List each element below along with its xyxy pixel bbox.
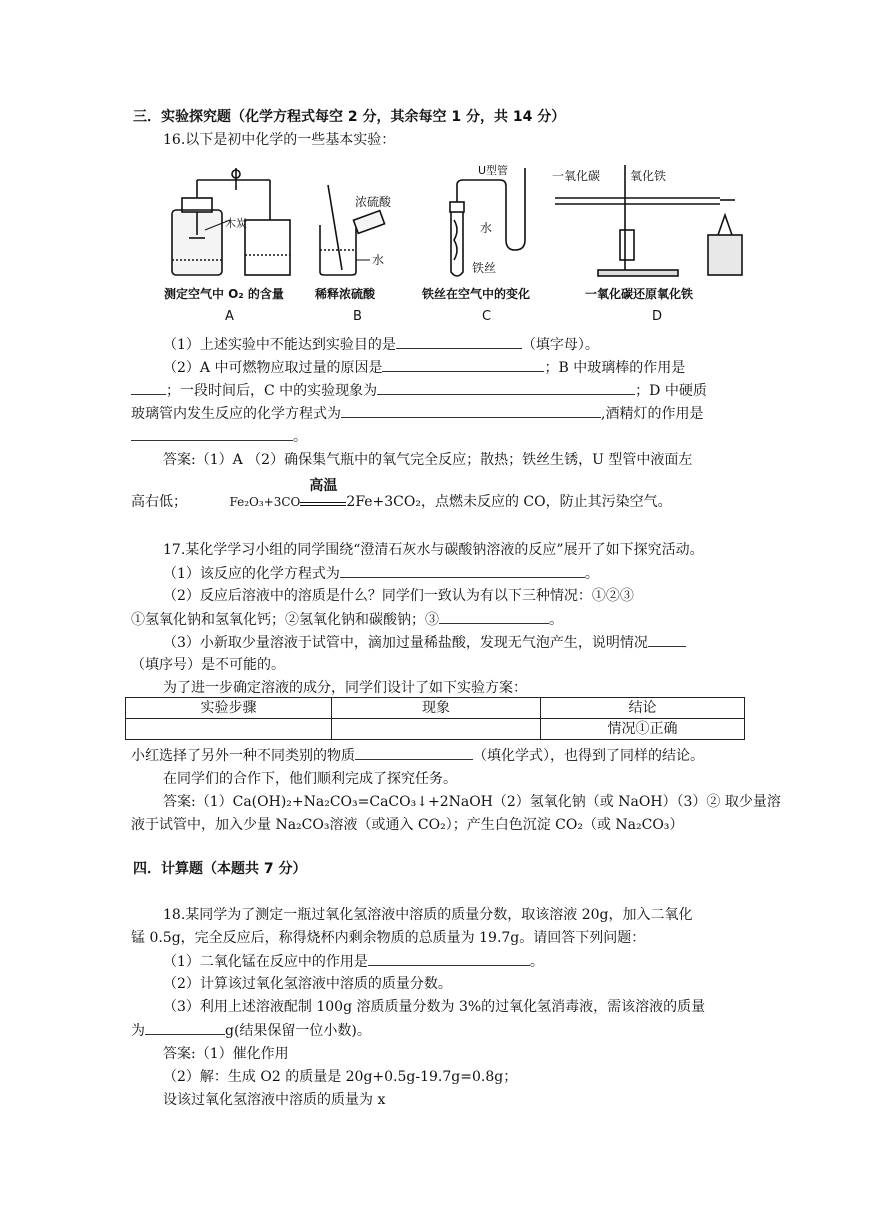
q18-part3-prefix: 为	[131, 1023, 145, 1039]
q18-answer-line-2: （2）解：生成 O2 的质量是 20g+0.5g-19.7g=0.8g；	[163, 1069, 518, 1085]
apparatus-a-caption: 测定空气中 O₂ 的含量	[164, 287, 284, 301]
q16-answer-blank-4[interactable]	[377, 380, 635, 395]
q16-equation-lhs: Fe₂O₃+3CO	[229, 495, 301, 509]
q16-part1-text: （1）上述实验中不能达到实验目的是	[163, 337, 396, 353]
q16-part1-suffix: （填字母）。	[521, 337, 599, 353]
q18-answer-line-1: 答案:（1）催化作用	[163, 1046, 289, 1062]
table-cell-phenomenon[interactable]	[332, 719, 541, 740]
apparatus-b-label-water: 水	[372, 253, 385, 267]
section-heading-experiment: 三．实验探究题（化学方程式每空 2 分，其余每空 1 分，共 14 分）	[133, 109, 566, 125]
apparatus-c-drawing	[421, 163, 530, 324]
q16-part2-text: （2）A 中可燃物应取过量的原因是	[163, 360, 383, 376]
q17-part2: （2）反应后溶液中的溶质是什么？同学们一致认为有以下三种情况：①②③	[163, 588, 634, 604]
question-17-intro: 17.某化学学习小组的同学围绕“澄清石灰水与碳酸钠溶液的反应”展开了如下探究活动。	[163, 542, 704, 558]
q18-part3-cont	[131, 1020, 371, 1041]
q16-part2-cont	[131, 380, 707, 401]
q18-part1-text: （1）二氧化锰在反应中的作用是	[163, 954, 368, 970]
apparatus-d-caption: 一氧化碳还原氧化铁	[585, 287, 694, 301]
q16-answer-blank-3[interactable]	[131, 380, 166, 395]
q16-answer-blank-6[interactable]	[131, 426, 293, 441]
q16-answer-line-2	[131, 478, 672, 512]
table-header-row	[126, 698, 745, 719]
q18-answer-line-3: 设该过氧化氢溶液中溶质的质量为 x	[163, 1092, 386, 1108]
apparatus-b-label-acid: 浓硫酸	[355, 195, 392, 209]
reaction-condition-arrow	[300, 478, 346, 506]
q16-part2-equation	[131, 403, 703, 424]
q16-answer-blank-1[interactable]	[396, 334, 522, 349]
question-18-intro-1: 18.某同学为了测定一瓶过氧化氢溶液中溶质的质量分数，取该溶液 20g，加入二氧化	[163, 907, 693, 923]
q17-part2-options-text: ①氢氧化钠和氢氧化钙；②氢氧化钠和碳酸钠；③	[131, 612, 439, 628]
q16-end-mark: 。	[293, 429, 307, 445]
question-16-intro: 16.以下是初中化学的一些基本实验：	[163, 132, 396, 148]
q18-part1-end: 。	[529, 954, 544, 970]
q16-answer-line-1: 答案:（1）A （2）确保集气瓶中的氧气完全反应；散热；铁丝生锈，U 型管中液面左	[163, 452, 693, 468]
q17-part2-options	[131, 609, 563, 630]
q18-answer-blank-1[interactable]	[368, 951, 530, 966]
apparatus-b-drawing	[314, 185, 392, 324]
q17-part3-text: （3）小新取少量溶液于试管中，滴加过量稀盐酸，发现无气泡产生，说明情况	[163, 635, 648, 651]
apparatus-d-drawing	[552, 165, 742, 324]
q17-answer-blank-3[interactable]	[648, 632, 686, 647]
table-cell-conclusion: 情况①正确	[541, 719, 745, 740]
apparatus-d-label-fe2o3: 氧化铁	[630, 169, 667, 183]
q16-part2-suffix: ；B 中玻璃棒的作用是	[544, 360, 686, 376]
apparatus-c-label-wire: 铁丝	[472, 261, 497, 275]
q17-alternative	[131, 745, 704, 766]
q16-part2-cont-text: ；一段时间后，C 中的实验现象为	[166, 383, 378, 399]
q17-alternative-suffix: （填化学式），也得到了同样的结论。	[473, 748, 704, 764]
q18-part3: （3）利用上述溶液配制 100g 溶质质量分数为 3%的过氧化氢消毒液，需该溶液的质量	[163, 999, 706, 1015]
q17-answer-line-1: 答案:（1）Ca(OH)₂+Na₂CO₃=CaCO₃↓+2NaOH（2）氢氧化钠（或 NaOH）（3）② 取少量溶	[163, 794, 781, 810]
q17-alternative-text: 小红选择了另外一种不同类别的物质	[131, 748, 355, 764]
apparatus-b-caption: 稀释浓硫酸	[315, 287, 376, 301]
experiment-plan-table	[125, 697, 745, 740]
q17-answer-blank-1[interactable]	[340, 563, 585, 578]
q17-part2-options-end: 。	[549, 612, 563, 628]
q17-plan-intro: 为了进一步确定溶液的成分，同学们设计了如下实验方案：	[163, 680, 527, 696]
q16-answer-blank-5[interactable]	[341, 403, 601, 418]
q17-part1	[163, 563, 599, 584]
apparatus-c-letter: C	[482, 309, 492, 324]
section-heading-calculation: 四．计算题（本题共 7 分）	[133, 861, 307, 877]
reaction-condition-label: 高温	[309, 478, 338, 494]
q16-answer-prefix: 高右低；	[131, 494, 187, 510]
q18-answer-blank-2[interactable]	[145, 1020, 225, 1035]
apparatus-figure	[160, 160, 750, 330]
table-header-phenomenon: 现象	[332, 698, 541, 719]
question-18-intro-2: 锰 0.5g，完全反应后，称得烧杯内剩余物质的总质量为 19.7g。请回答下列问题：	[131, 930, 646, 946]
apparatus-b-letter: B	[353, 309, 362, 324]
apparatus-a-drawing	[164, 168, 290, 324]
apparatus-d-label-co: 一氧化碳	[552, 169, 601, 183]
table-header-steps: 实验步骤	[126, 698, 332, 719]
table-cell-steps[interactable]	[126, 719, 332, 740]
table-header-conclusion: 结论	[541, 698, 745, 719]
q18-part3-suffix: g(结果保留一位小数)。	[225, 1023, 371, 1039]
q16-equation-suffix: ,酒精灯的作用是	[601, 406, 704, 422]
q17-answer-blank-4[interactable]	[355, 745, 473, 760]
q16-part2-end	[131, 426, 307, 447]
q18-part1	[163, 951, 544, 972]
apparatus-c-label-utube: U型管	[478, 164, 509, 177]
apparatus-c-label-water: 水	[480, 221, 493, 235]
q16-equation-rhs: 2Fe+3CO₂，点燃未反应的 CO，防止其污染空气。	[346, 494, 672, 510]
q17-part3-cont: （填序号）是不可能的。	[131, 657, 285, 673]
q16-part1	[163, 334, 599, 355]
q17-part1-end: 。	[584, 566, 599, 582]
apparatus-d-letter: D	[652, 309, 663, 324]
q16-part2	[163, 357, 685, 378]
q17-answer-line-2: 液于试管中，加入少量 Na₂CO₃溶液（或通入 CO₂）；产生白色沉淀 CO₂（或 Na₂CO₃）	[131, 817, 684, 833]
apparatus-c-caption: 铁丝在空气中的变化	[422, 287, 531, 301]
apparatus-a-label-carbon: 木炭	[225, 217, 247, 230]
q16-equation-prompt: 玻璃管内发生反应的化学方程式为	[131, 406, 341, 422]
q16-part2-cont-suffix: ；D 中硬质	[635, 383, 707, 399]
q16-answer-blank-2[interactable]	[382, 357, 544, 372]
q18-part2: （2）计算该过氧化氢溶液中溶质的质量分数。	[163, 976, 452, 992]
apparatus-a-letter: A	[225, 309, 234, 324]
q17-part1-text: （1）该反应的化学方程式为	[163, 566, 340, 582]
table-row	[126, 719, 745, 740]
q17-answer-blank-2[interactable]	[439, 609, 549, 624]
q17-part3	[163, 632, 686, 653]
q17-conclusion: 在同学们的合作下，他们顺利完成了探究任务。	[163, 771, 457, 787]
